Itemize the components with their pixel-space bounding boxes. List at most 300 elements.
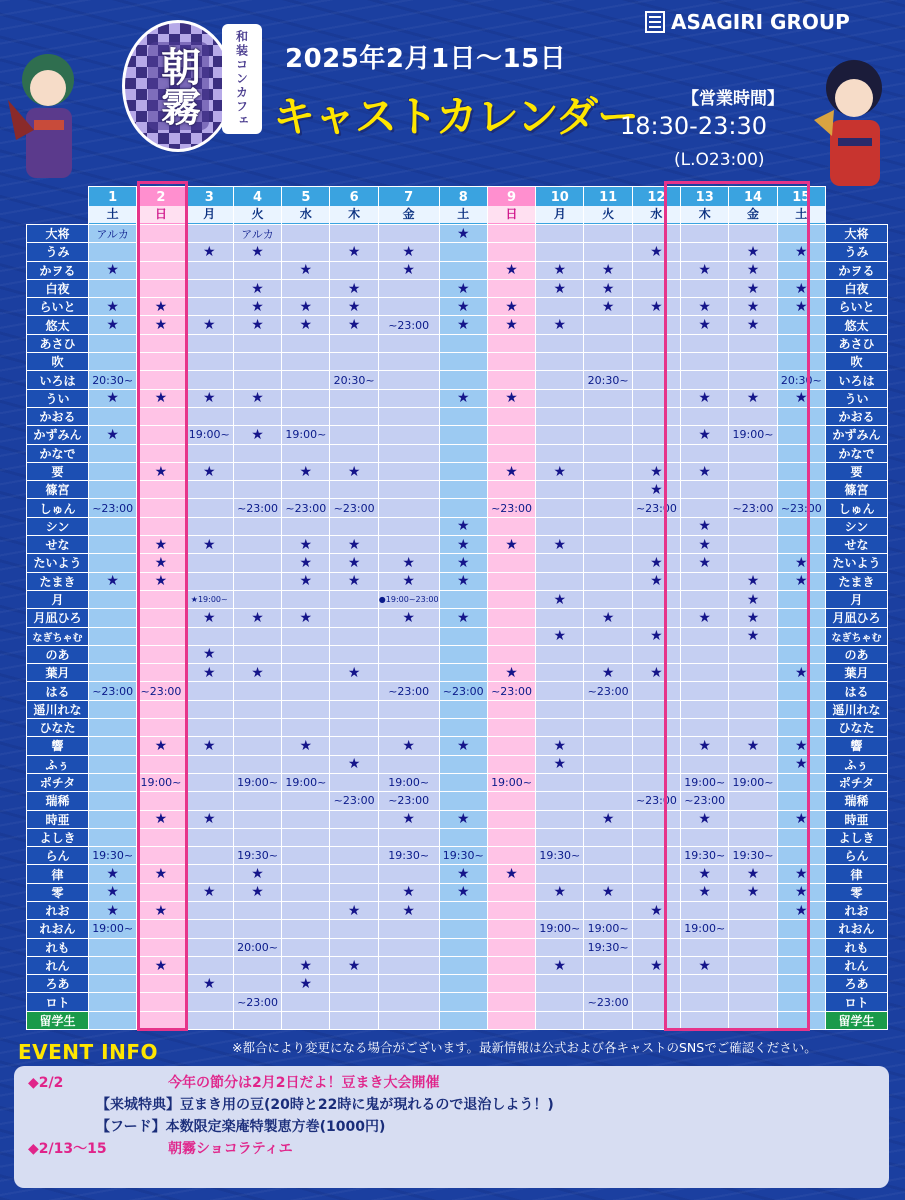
cast-name: 時亜 xyxy=(27,810,89,828)
cast-name: たまき xyxy=(27,572,89,590)
shift-cell: ★ xyxy=(681,609,729,627)
shift-cell xyxy=(378,279,439,297)
shift-cell xyxy=(330,389,378,407)
shift-cell: ★ xyxy=(137,737,185,755)
shift-cell xyxy=(632,719,680,737)
shift-cell xyxy=(536,554,584,572)
shift-cell xyxy=(137,627,185,645)
shift-cell: ★ xyxy=(330,956,378,974)
cast-name: れお xyxy=(27,901,89,919)
shift-cell xyxy=(89,279,137,297)
shift-cell xyxy=(185,719,233,737)
cast-name-right: 悠太 xyxy=(825,316,887,334)
shift-cell: ★ xyxy=(536,261,584,279)
cast-row xyxy=(27,847,888,865)
shift-cell: ★ xyxy=(584,810,632,828)
shift-cell xyxy=(439,462,487,480)
shift-cell xyxy=(729,334,777,352)
shift-cell: ★ xyxy=(681,536,729,554)
cast-row xyxy=(27,261,888,279)
day-of-week: 火 xyxy=(584,206,631,223)
day-of-week: 水 xyxy=(633,206,680,223)
shift-cell: ★ xyxy=(378,554,439,572)
shift-cell: ★ xyxy=(584,261,632,279)
shift-cell: ★ xyxy=(330,316,378,334)
shift-cell xyxy=(632,810,680,828)
shift-cell: ●19:00~23:00 xyxy=(378,590,439,608)
cast-row xyxy=(27,975,888,993)
shift-cell: 19:30~ xyxy=(729,847,777,865)
shift-cell xyxy=(233,517,281,535)
shift-cell: ★ xyxy=(777,243,825,261)
shift-cell xyxy=(137,444,185,462)
shift-cell: ★ xyxy=(439,737,487,755)
shift-cell: ★ xyxy=(632,956,680,974)
shift-cell xyxy=(233,792,281,810)
shift-cell xyxy=(681,407,729,425)
shift-cell xyxy=(729,938,777,956)
shift-cell xyxy=(536,719,584,737)
shift-cell: ★ xyxy=(185,243,233,261)
cast-name-right: かヲる xyxy=(825,261,887,279)
shift-cell: ★ xyxy=(89,883,137,901)
shift-cell xyxy=(777,536,825,554)
cast-row xyxy=(27,773,888,791)
shift-cell xyxy=(487,883,535,901)
shift-cell xyxy=(632,279,680,297)
event1-food: 【フード】本数限定楽庵特製恵方巻(1000円) xyxy=(96,1119,386,1135)
shift-cell: ★ xyxy=(137,554,185,572)
shift-cell xyxy=(233,536,281,554)
shift-cell xyxy=(330,993,378,1011)
cast-name: 遥川れな xyxy=(27,700,89,718)
shift-cell xyxy=(282,664,330,682)
shift-cell: ★ xyxy=(632,481,680,499)
shift-cell: ★ xyxy=(282,609,330,627)
shift-cell xyxy=(487,279,535,297)
shift-cell xyxy=(233,645,281,663)
shift-cell xyxy=(89,444,137,462)
shift-cell: ★ xyxy=(89,572,137,590)
cast-row xyxy=(27,700,888,718)
day-number: 9 xyxy=(507,189,517,205)
shift-cell: ★ xyxy=(185,883,233,901)
shift-cell xyxy=(536,901,584,919)
shift-cell: ★ xyxy=(89,901,137,919)
shift-cell xyxy=(89,664,137,682)
cast-row xyxy=(27,865,888,883)
shift-cell: ★ xyxy=(330,755,378,773)
cast-name-right: 篠宮 xyxy=(825,481,887,499)
shift-cell xyxy=(439,993,487,1011)
day-of-week: 土 xyxy=(440,206,487,223)
shift-cell: ★ xyxy=(330,901,378,919)
shift-cell xyxy=(282,792,330,810)
shift-cell: ★ xyxy=(137,956,185,974)
shift-cell: ★ xyxy=(378,883,439,901)
shift-cell xyxy=(632,920,680,938)
shift-cell xyxy=(89,810,137,828)
shift-cell: アルカ xyxy=(89,225,137,243)
day-number: 6 xyxy=(349,189,359,205)
shift-cell xyxy=(729,755,777,773)
cast-name: なぎちゃむ xyxy=(27,627,89,645)
shift-cell xyxy=(282,1011,330,1029)
shift-cell: ★ xyxy=(681,865,729,883)
cast-name-right: らいと xyxy=(825,298,887,316)
shift-cell xyxy=(282,883,330,901)
shift-cell xyxy=(536,444,584,462)
cast-row xyxy=(27,371,888,389)
shift-cell: ★ xyxy=(536,737,584,755)
shift-cell xyxy=(282,279,330,297)
cast-name-right: れおん xyxy=(825,920,887,938)
shift-cell: ★ xyxy=(729,261,777,279)
shift-cell: ★ xyxy=(282,316,330,334)
cast-row xyxy=(27,810,888,828)
shift-cell xyxy=(89,719,137,737)
day-header xyxy=(777,187,825,225)
shift-cell: ★ xyxy=(233,389,281,407)
shift-cell xyxy=(584,389,632,407)
shift-cell xyxy=(185,572,233,590)
shift-cell: ★ xyxy=(137,536,185,554)
day-header xyxy=(378,187,439,225)
business-hours: 18:30-23:30 xyxy=(620,112,767,140)
shift-cell xyxy=(233,719,281,737)
day-header xyxy=(584,187,632,225)
shift-cell xyxy=(536,481,584,499)
shift-cell xyxy=(439,407,487,425)
shift-cell xyxy=(584,462,632,480)
shift-cell xyxy=(777,645,825,663)
shift-cell: ★ xyxy=(777,810,825,828)
shift-cell xyxy=(89,755,137,773)
shift-cell: ~23:00 xyxy=(439,682,487,700)
shift-cell: ★ xyxy=(681,517,729,535)
shift-cell xyxy=(89,627,137,645)
shift-cell: ★ xyxy=(330,554,378,572)
shift-cell xyxy=(378,334,439,352)
shift-cell xyxy=(729,956,777,974)
shift-cell xyxy=(777,773,825,791)
shift-cell xyxy=(584,865,632,883)
shift-cell: ★ xyxy=(282,554,330,572)
brand-name: ASAGIRI GROUP xyxy=(671,10,850,34)
shift-cell: ★ xyxy=(777,664,825,682)
cast-name-right: 吹 xyxy=(825,353,887,371)
shift-cell xyxy=(233,810,281,828)
shift-cell xyxy=(584,243,632,261)
shift-cell xyxy=(632,865,680,883)
shift-cell xyxy=(185,755,233,773)
day-header xyxy=(330,187,378,225)
event1-title: 今年の節分は2月2日だよ！豆まき大会開催 xyxy=(168,1075,440,1091)
shift-cell: ★ xyxy=(439,810,487,828)
shift-cell xyxy=(681,572,729,590)
shift-cell xyxy=(536,938,584,956)
shift-cell: 20:00~ xyxy=(233,938,281,956)
shift-cell: ★ xyxy=(729,737,777,755)
shift-cell xyxy=(681,664,729,682)
day-header xyxy=(185,187,233,225)
shift-cell xyxy=(137,261,185,279)
cast-row xyxy=(27,883,888,901)
shift-cell xyxy=(439,499,487,517)
shift-cell xyxy=(439,719,487,737)
shift-cell: ★ xyxy=(137,865,185,883)
day-number: 7 xyxy=(404,189,414,205)
shift-cell xyxy=(777,1011,825,1029)
day-of-week: 火 xyxy=(234,206,281,223)
cast-name-right: 律 xyxy=(825,865,887,883)
shift-cell xyxy=(378,700,439,718)
shift-cell xyxy=(536,645,584,663)
shift-cell: 19:00~ xyxy=(729,773,777,791)
shift-cell xyxy=(282,847,330,865)
shift-cell: ★ xyxy=(681,810,729,828)
shift-cell xyxy=(584,847,632,865)
cast-name-right: かずみん xyxy=(825,426,887,444)
cast-row xyxy=(27,389,888,407)
shift-cell xyxy=(584,828,632,846)
shift-cell xyxy=(89,828,137,846)
cast-name: ひなた xyxy=(27,719,89,737)
cast-name-right: うい xyxy=(825,389,887,407)
shift-cell: ★ xyxy=(330,279,378,297)
shift-cell: ★ xyxy=(729,865,777,883)
shift-cell xyxy=(330,334,378,352)
shift-cell xyxy=(681,901,729,919)
shift-cell xyxy=(487,426,535,444)
shift-cell: ★ xyxy=(233,865,281,883)
shift-cell xyxy=(729,554,777,572)
shift-cell xyxy=(681,590,729,608)
day-number: 12 xyxy=(647,189,666,205)
shift-cell xyxy=(777,938,825,956)
shift-cell xyxy=(777,700,825,718)
shift-cell xyxy=(378,719,439,737)
shift-cell: ★ xyxy=(137,316,185,334)
shift-cell: ★ xyxy=(632,298,680,316)
shift-cell: ★ xyxy=(729,389,777,407)
cast-name-right: ふぅ xyxy=(825,755,887,773)
cast-name-right: しゅん xyxy=(825,499,887,517)
shift-cell: ★ xyxy=(185,536,233,554)
shift-cell xyxy=(777,590,825,608)
shift-cell: ★ xyxy=(729,279,777,297)
event2-date: ◆2/13〜15 xyxy=(28,1141,107,1157)
shift-cell: ★ xyxy=(89,298,137,316)
shift-cell xyxy=(681,828,729,846)
shift-cell xyxy=(681,279,729,297)
shift-cell xyxy=(233,682,281,700)
shift-cell xyxy=(89,773,137,791)
shift-cell xyxy=(89,645,137,663)
shift-cell xyxy=(584,975,632,993)
day-number: 15 xyxy=(792,189,811,205)
shift-cell xyxy=(777,261,825,279)
shift-cell xyxy=(487,645,535,663)
shift-cell: ★ xyxy=(632,572,680,590)
shift-cell: ★ xyxy=(536,316,584,334)
shift-cell: ★ xyxy=(439,554,487,572)
cast-row xyxy=(27,353,888,371)
shift-cell: ★ xyxy=(282,975,330,993)
shift-cell xyxy=(584,426,632,444)
cast-name-right: 時亜 xyxy=(825,810,887,828)
shift-cell: ★ xyxy=(378,261,439,279)
shift-cell xyxy=(777,627,825,645)
shift-cell xyxy=(536,389,584,407)
shift-cell: ~23:00 xyxy=(137,682,185,700)
shift-cell xyxy=(777,225,825,243)
shift-cell xyxy=(536,975,584,993)
cast-name-right: れん xyxy=(825,956,887,974)
shift-cell: ★ xyxy=(330,462,378,480)
cast-row xyxy=(27,956,888,974)
shift-cell xyxy=(89,737,137,755)
shift-cell xyxy=(681,993,729,1011)
shift-cell xyxy=(439,645,487,663)
shift-cell xyxy=(487,444,535,462)
shift-cell xyxy=(89,700,137,718)
shift-cell xyxy=(439,353,487,371)
shift-cell xyxy=(330,225,378,243)
shift-cell xyxy=(137,243,185,261)
shift-cell xyxy=(137,279,185,297)
shift-cell: ★ xyxy=(681,389,729,407)
shift-cell: ★ xyxy=(89,389,137,407)
shift-cell xyxy=(777,682,825,700)
shift-cell xyxy=(233,371,281,389)
shift-cell xyxy=(584,407,632,425)
shift-cell xyxy=(584,353,632,371)
shift-cell: ★ xyxy=(439,517,487,535)
shift-cell xyxy=(487,847,535,865)
shift-cell: ~23:00 xyxy=(378,316,439,334)
shift-cell xyxy=(729,462,777,480)
shift-cell: ~23:00 xyxy=(89,682,137,700)
day-header xyxy=(282,187,330,225)
shift-cell xyxy=(487,334,535,352)
shift-cell xyxy=(681,243,729,261)
shift-cell: ★ xyxy=(487,664,535,682)
shift-cell: ★ xyxy=(681,426,729,444)
shift-cell: ★ xyxy=(439,536,487,554)
cast-name-right: ろあ xyxy=(825,975,887,993)
shift-cell xyxy=(487,993,535,1011)
shift-cell xyxy=(632,938,680,956)
day-header xyxy=(681,187,729,225)
shift-cell xyxy=(330,261,378,279)
day-number: 3 xyxy=(204,189,214,205)
shift-cell xyxy=(282,334,330,352)
cast-name-right: ロト xyxy=(825,993,887,1011)
shift-cell: ★ xyxy=(185,645,233,663)
shift-cell xyxy=(282,225,330,243)
cast-name: ろあ xyxy=(27,975,89,993)
shift-cell xyxy=(378,975,439,993)
cast-row xyxy=(27,920,888,938)
shift-cell xyxy=(487,1011,535,1029)
shift-cell: ★ xyxy=(282,298,330,316)
shift-cell xyxy=(632,993,680,1011)
shift-cell xyxy=(282,755,330,773)
shift-cell: ★ xyxy=(89,426,137,444)
cast-row xyxy=(27,664,888,682)
shift-cell: 19:30~ xyxy=(439,847,487,865)
shift-cell: ★ xyxy=(378,737,439,755)
shift-cell xyxy=(89,938,137,956)
shift-cell: ~23:00 xyxy=(233,499,281,517)
logo-subtitle: 和装コンカフェ xyxy=(222,24,262,134)
shift-cell xyxy=(729,536,777,554)
shift-cell xyxy=(282,993,330,1011)
cast-name: 月凪ひろ xyxy=(27,609,89,627)
shift-cell xyxy=(777,792,825,810)
shift-cell xyxy=(681,975,729,993)
cast-name-right: れも xyxy=(825,938,887,956)
building-icon xyxy=(645,11,665,33)
shift-cell: ★ xyxy=(632,627,680,645)
shift-cell xyxy=(137,755,185,773)
shift-cell: 19:00~ xyxy=(584,920,632,938)
shift-cell xyxy=(89,554,137,572)
shift-cell xyxy=(378,225,439,243)
shift-cell: 19:00~ xyxy=(282,426,330,444)
shift-cell: ★ xyxy=(89,865,137,883)
cast-row xyxy=(27,462,888,480)
shift-cell: ★ xyxy=(777,279,825,297)
shift-cell xyxy=(439,334,487,352)
shift-cell xyxy=(330,353,378,371)
shift-cell xyxy=(378,627,439,645)
shift-cell xyxy=(536,353,584,371)
shift-cell xyxy=(487,225,535,243)
shift-cell xyxy=(487,407,535,425)
cast-name: いろは xyxy=(27,371,89,389)
shift-cell xyxy=(632,847,680,865)
cast-row xyxy=(27,517,888,535)
shift-cell xyxy=(89,590,137,608)
shift-cell xyxy=(777,462,825,480)
shift-cell xyxy=(185,938,233,956)
cast-name-right: よしき xyxy=(825,828,887,846)
shift-cell xyxy=(487,901,535,919)
shift-cell: 19:00~ xyxy=(681,920,729,938)
header-corner xyxy=(825,187,887,225)
shift-cell xyxy=(330,700,378,718)
day-number: 11 xyxy=(599,189,618,205)
shift-cell: ★ xyxy=(777,298,825,316)
shift-cell xyxy=(330,1011,378,1029)
shift-cell xyxy=(536,792,584,810)
shift-cell xyxy=(137,645,185,663)
shift-cell xyxy=(233,407,281,425)
shift-cell xyxy=(632,261,680,279)
shift-cell: ★ xyxy=(632,901,680,919)
shift-cell xyxy=(632,334,680,352)
shift-cell xyxy=(777,481,825,499)
shift-cell xyxy=(487,920,535,938)
shift-cell xyxy=(185,517,233,535)
shift-cell xyxy=(137,883,185,901)
shift-cell xyxy=(632,590,680,608)
shift-cell xyxy=(137,993,185,1011)
shift-cell xyxy=(378,920,439,938)
shift-cell xyxy=(536,517,584,535)
